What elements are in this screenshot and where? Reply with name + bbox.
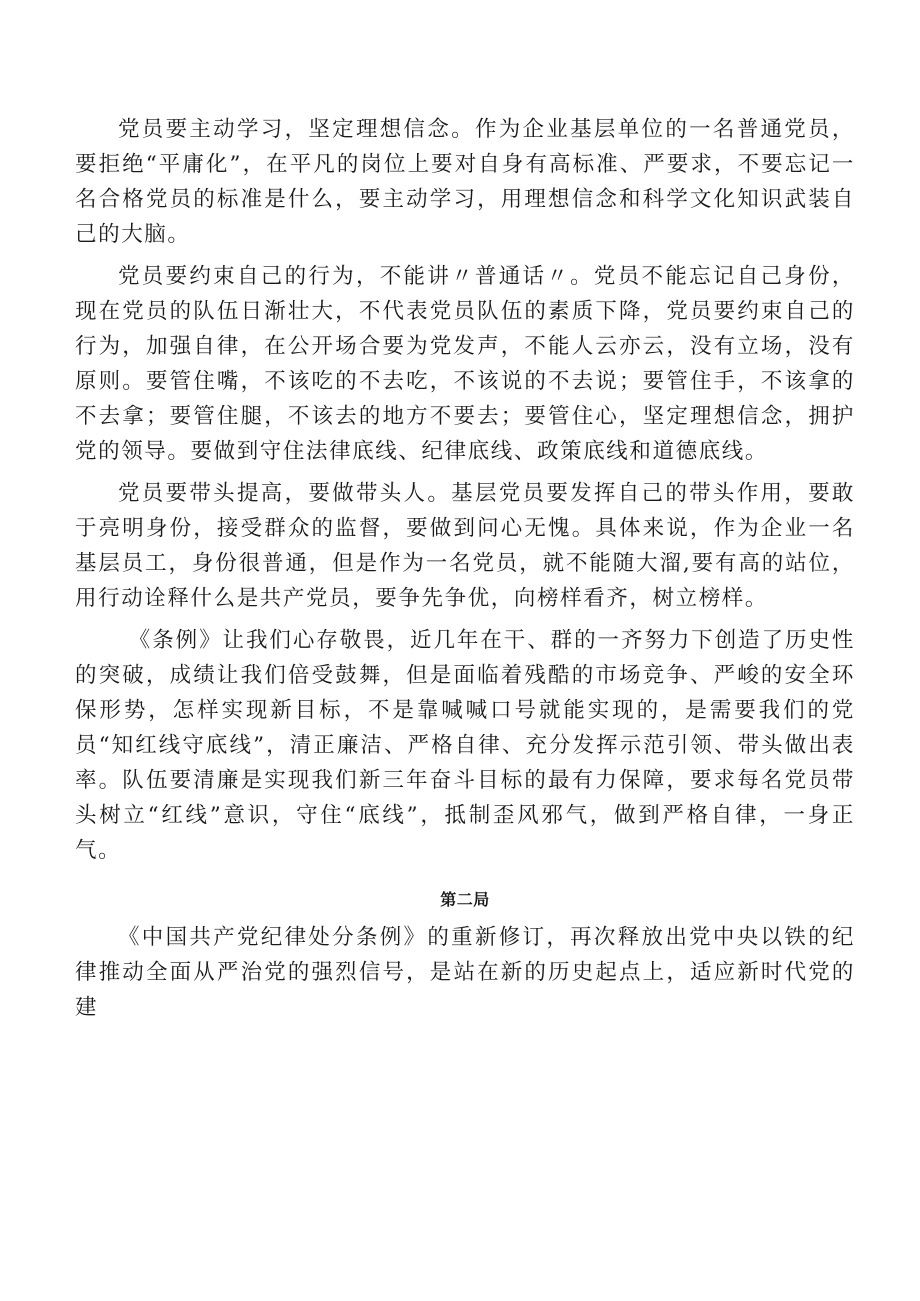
- paragraph-regulations: 《条例》让我们心存敬畏，近几年在干、群的一齐努力下创造了历史性的突破，成绩让我们倍受鼓舞，但是面临着残酷的市场竞争、严峻的安全环保形势，怎样实现新目标，不是靠喊喊口号就能实现的，是需要我们的党员“知红线守底线”，清正廉洁、严格自律、充分发挥示范引领、带头做出表率。队伍要清廉是实现我们新三年奋斗目标的最有力保障，要求每名党员带头树立“红线”意识，守住“底线”，抵制歪风邪气，做到严格自律，一身正气。: [75, 628, 855, 863]
- paragraph-study: 党员要主动学习，坚定理想信念。作为企业基层单位的一名普通党员，要拒绝“平庸化”，在平凡的岗位上要对自身有高标准、严要求，不要忘记一名合格党员的标准是什么，要主动学习，用理想信念和科学文化知识武装自己的大脑。: [75, 117, 855, 247]
- paragraph-lead: 党员要带头提高，要做带头人。基层党员要发挥自己的带头作用，要敢于亮明身份，接受群众的监督，要做到问心无愧。具体来说，作为企业一名基层员工，身份很普通，但是作为一名党员，就不能随大溜,要有高的站位，用行动诠释什么是共产党员，要争先争优，向榜样看齐，树立榜样。: [75, 481, 855, 611]
- section-heading: 第二局: [440, 890, 490, 909]
- document-page: [75, 112, 855, 1025]
- paragraph-conduct: 党员要约束自己的行为，不能讲〃普通话〃。党员不能忘记自己身份，现在党员的队伍日渐壮大，不代表党员队伍的素质下降，党员要约束自己的行为，加强自律，在公开场合要为党发声，不能人云亦云，没有立场，没有原则。要管住嘴，不该吃的不去吃，不该说的不去说；要管住手，不该拿的不去拿；要管住腿，不该去的地方不要去；要管住心，坚定理想信念，拥护党的领导。要做到守住法律底线、纪律底线、政策底线和道德底线。: [75, 264, 855, 464]
- paragraph-revision: 《中国共产党纪律处分条例》的重新修订，再次释放出党中央以铁的纪律推动全面从严治党的强烈信号，是站在新的历史起点上，适应新时代党的建: [75, 925, 855, 1020]
